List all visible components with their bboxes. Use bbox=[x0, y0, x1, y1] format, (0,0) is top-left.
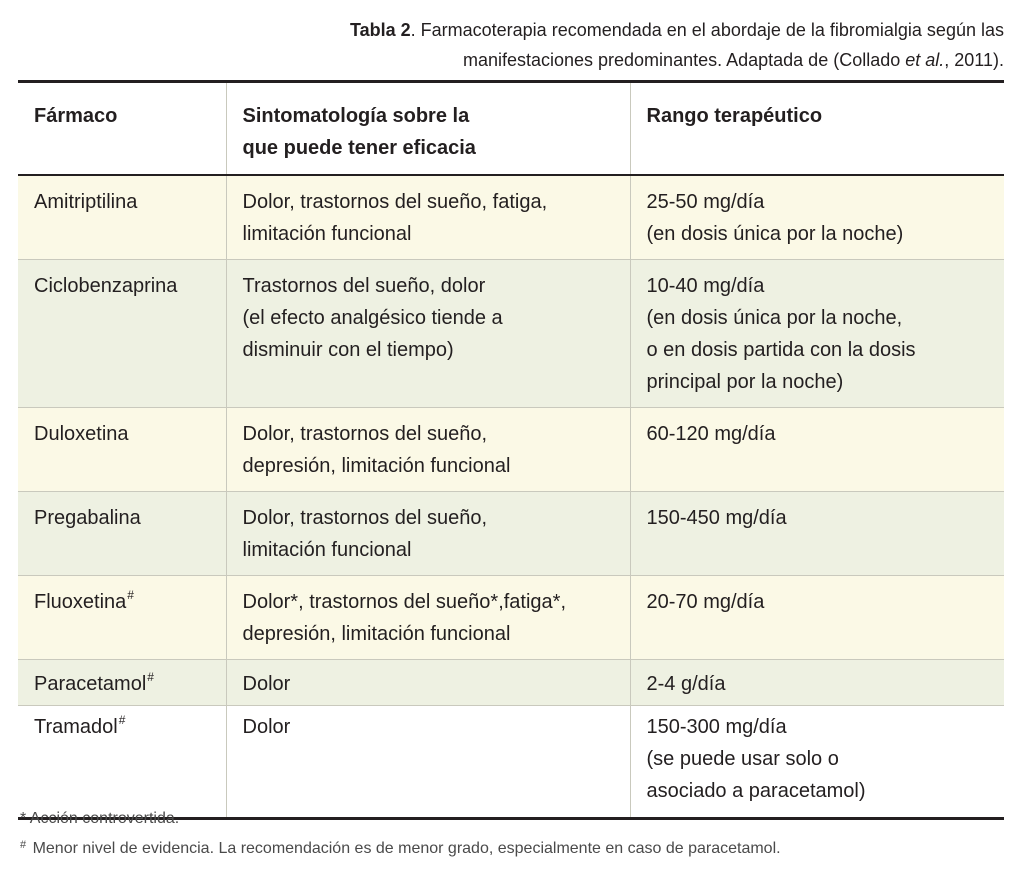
drug-name: Duloxetina bbox=[34, 423, 129, 445]
range-line: (se puede usar solo o bbox=[646, 748, 839, 770]
cell-symptoms bbox=[226, 260, 630, 408]
cell-symptoms bbox=[226, 576, 630, 660]
table-row bbox=[18, 576, 1004, 660]
footnotes bbox=[20, 805, 1010, 862]
evidence-mark: # bbox=[147, 670, 154, 684]
range-line: 25-50 mg/día bbox=[646, 191, 765, 213]
symptoms-line: Dolor, trastornos del sueño, fatiga, bbox=[242, 191, 548, 213]
caption-text: . Farmacoterapia recomendada en el abordaje de la fibromialgia según las manifestaciones predominantes. Adaptada de (Collado bbox=[410, 20, 1004, 70]
range-line: 2-4 g/día bbox=[646, 673, 726, 695]
range-line: (en dosis única por la noche, bbox=[646, 307, 903, 329]
table-row bbox=[18, 175, 1004, 260]
cell-range bbox=[630, 660, 1004, 706]
caption-label: Tabla 2 bbox=[349, 20, 411, 40]
evidence-mark: # bbox=[127, 588, 134, 602]
symptoms-line: limitación funcional bbox=[242, 223, 412, 245]
symptoms-line: limitación funcional bbox=[242, 539, 412, 561]
symptoms-line: Dolor, trastornos del sueño, bbox=[242, 507, 488, 529]
cell-range bbox=[630, 492, 1004, 576]
drug-name: Tramadol bbox=[34, 716, 118, 738]
header-drug: Fármaco bbox=[34, 105, 118, 127]
cell-range bbox=[630, 576, 1004, 660]
cell-drug bbox=[18, 576, 226, 660]
evidence-mark: # bbox=[118, 713, 126, 727]
cell-drug bbox=[18, 175, 226, 260]
symptoms-line: Dolor*, trastornos del sueño*,fatiga*, bbox=[242, 591, 567, 613]
table-row bbox=[18, 706, 1004, 819]
cell-drug bbox=[18, 660, 226, 706]
range-line: 150-300 mg/día bbox=[646, 716, 787, 738]
symptoms-line: Dolor bbox=[242, 716, 291, 738]
cell-drug bbox=[18, 706, 226, 819]
cell-range bbox=[630, 260, 1004, 408]
range-line: 60-120 mg/día bbox=[646, 423, 776, 445]
header-symptoms: Sintomatología sobre la que puede tener eficacia bbox=[226, 82, 630, 176]
footnote-hash-text: Menor nivel de evidencia. La recomendación es de menor grado, especialmente en caso de paracetamol. bbox=[32, 840, 781, 857]
cell-range bbox=[630, 706, 1004, 819]
range-line: 150-450 mg/día bbox=[646, 507, 787, 529]
table-caption bbox=[244, 15, 1004, 75]
drug-name: Ciclobenzaprina bbox=[34, 275, 178, 297]
caption-text-end: , 2011). bbox=[944, 50, 1004, 70]
table-row bbox=[18, 492, 1004, 576]
pharmacotherapy-table bbox=[18, 80, 1004, 820]
symptoms-line: depresión, limitación funcional bbox=[242, 455, 511, 477]
symptoms-line: Dolor bbox=[242, 673, 291, 695]
range-line: 10-40 mg/día bbox=[646, 275, 765, 297]
cell-drug bbox=[18, 260, 226, 408]
range-line: 20-70 mg/día bbox=[646, 591, 765, 613]
range-line: asociado a paracetamol) bbox=[646, 780, 866, 802]
symptoms-line: disminuir con el tiempo) bbox=[242, 339, 454, 361]
cell-symptoms bbox=[226, 408, 630, 492]
symptoms-line: Trastornos del sueño, dolor bbox=[242, 275, 486, 297]
cell-range bbox=[630, 175, 1004, 260]
range-line: o en dosis partida con la dosis bbox=[646, 339, 916, 361]
cell-symptoms bbox=[226, 175, 630, 260]
footnote-evidence bbox=[20, 832, 1010, 862]
table-row bbox=[18, 260, 1004, 408]
table-header-row bbox=[18, 82, 1004, 176]
cell-symptoms bbox=[226, 706, 630, 819]
footnote-asterisk-text: Acción controvertida. bbox=[29, 810, 180, 827]
drug-name: Pregabalina bbox=[34, 507, 141, 529]
table-row bbox=[18, 660, 1004, 706]
cell-symptoms bbox=[226, 492, 630, 576]
cell-range bbox=[630, 408, 1004, 492]
drug-name: Fluoxetina bbox=[34, 591, 127, 613]
symptoms-line: Dolor, trastornos del sueño, bbox=[242, 423, 488, 445]
symptoms-line: depresión, limitación funcional bbox=[242, 623, 511, 645]
drug-name: Paracetamol bbox=[34, 673, 147, 695]
footnote-asterisk-symbol: * bbox=[20, 810, 27, 827]
header-range: Rango terapéutico bbox=[630, 82, 1004, 176]
table-body bbox=[18, 175, 1004, 819]
cell-drug bbox=[18, 408, 226, 492]
cell-symptoms bbox=[226, 660, 630, 706]
caption-italic: et al. bbox=[905, 50, 945, 70]
symptoms-line: (el efecto analgésico tiende a bbox=[242, 307, 503, 329]
drug-name: Amitriptilina bbox=[34, 191, 138, 213]
table-row bbox=[18, 408, 1004, 492]
footnote-hash-symbol: # bbox=[20, 839, 27, 851]
footnote-controversial bbox=[20, 805, 1010, 832]
range-line: (en dosis única por la noche) bbox=[646, 223, 904, 245]
range-line: principal por la noche) bbox=[646, 371, 844, 393]
cell-drug bbox=[18, 492, 226, 576]
